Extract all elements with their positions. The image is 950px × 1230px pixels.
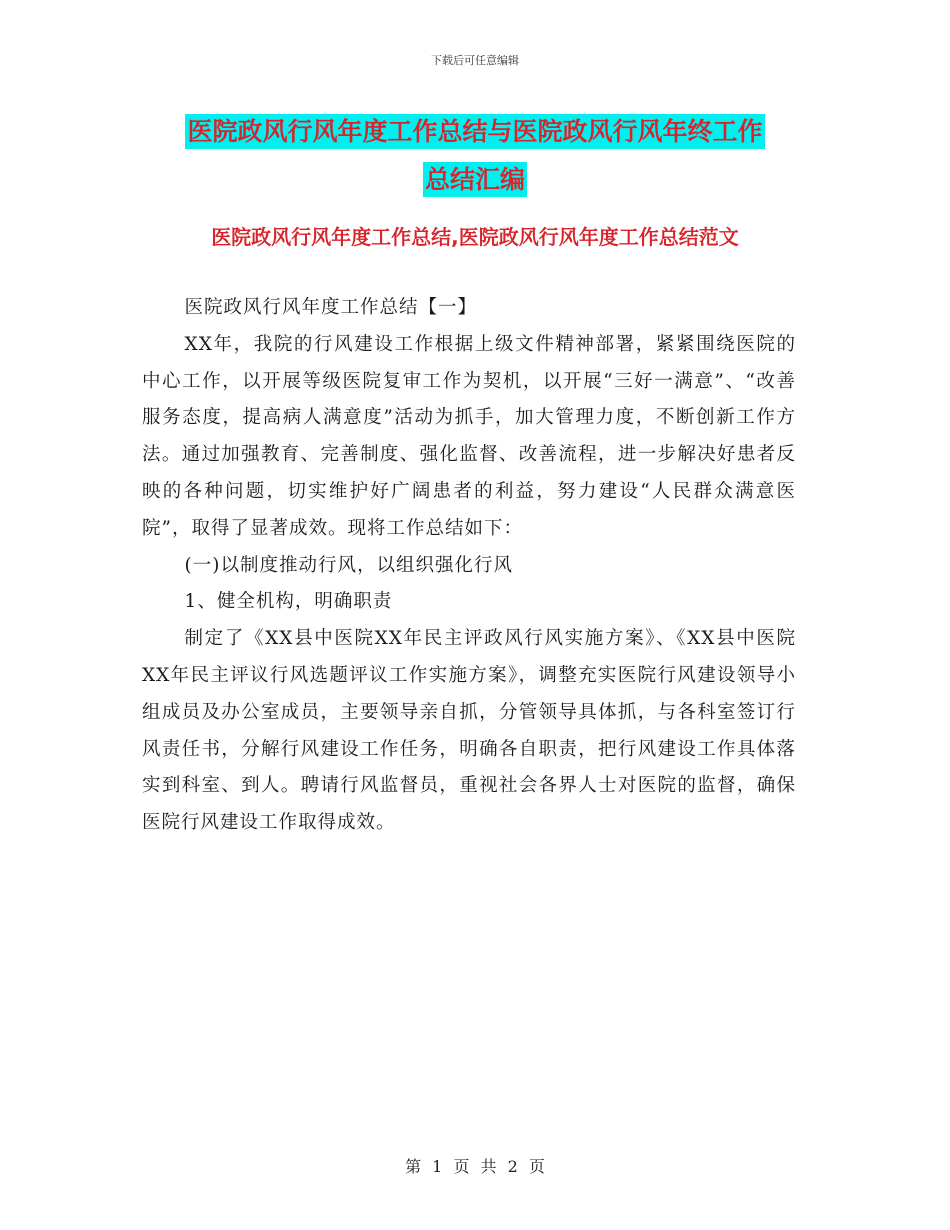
subsection-heading: (一)以制度推动行风，以组织强化行风 bbox=[184, 554, 513, 576]
document-subtitle: 医院政风行风年度工作总结,医院政风行风年度工作总结范文 bbox=[211, 225, 739, 249]
document-body bbox=[142, 290, 796, 842]
item-heading: 1、健全机构，明确职责 bbox=[184, 591, 393, 613]
body-paragraph: XX年，我院的行风建设工作根据上级文件精神部署，紧紧围绕医院的中心工作，以开展等级医院复审工作为契机，以开展“三好一满意”、“改善服务态度，提高病人满意度”活动为抓手，加大管理力度，不断创新工作方法。通过加强教育、完善制度、强化监督、改善流程，进一步解决好患者反映的各种问题，切实维护好广阔患者的利益，努力建设“人民群众满意医院”，取得了显著成效。现将工作总结如下： bbox=[142, 333, 796, 539]
body-paragraph: 制定了《XX县中医院XX年民主评政风行风实施方案》、《XX县中医院XX年民主评议行风选题评议工作实施方案》，调整充实医院行风建设领导小组成员及办公室成员，主要领导亲自抓，分管领导具体抓，与各科室签订行风责任书，分解行风建设工作任务，明确各自职责，把行风建设工作具体落实到科室、到人。聘请行风监督员，重视社会各界人士对医院的监督，确保医院行风建设工作取得成效。 bbox=[142, 628, 796, 834]
page-header-note: 下载后可任意编辑 bbox=[431, 54, 519, 67]
page-number: 第 1 页 共 2 页 bbox=[405, 1157, 545, 1176]
document-title-line-2: 总结汇编 bbox=[423, 162, 527, 197]
document-title bbox=[150, 108, 800, 204]
document-title-line-1: 医院政风行风年度工作总结与医院政风行风年终工作 bbox=[185, 114, 764, 149]
section-heading: 医院政风行风年度工作总结【一】 bbox=[184, 297, 478, 318]
